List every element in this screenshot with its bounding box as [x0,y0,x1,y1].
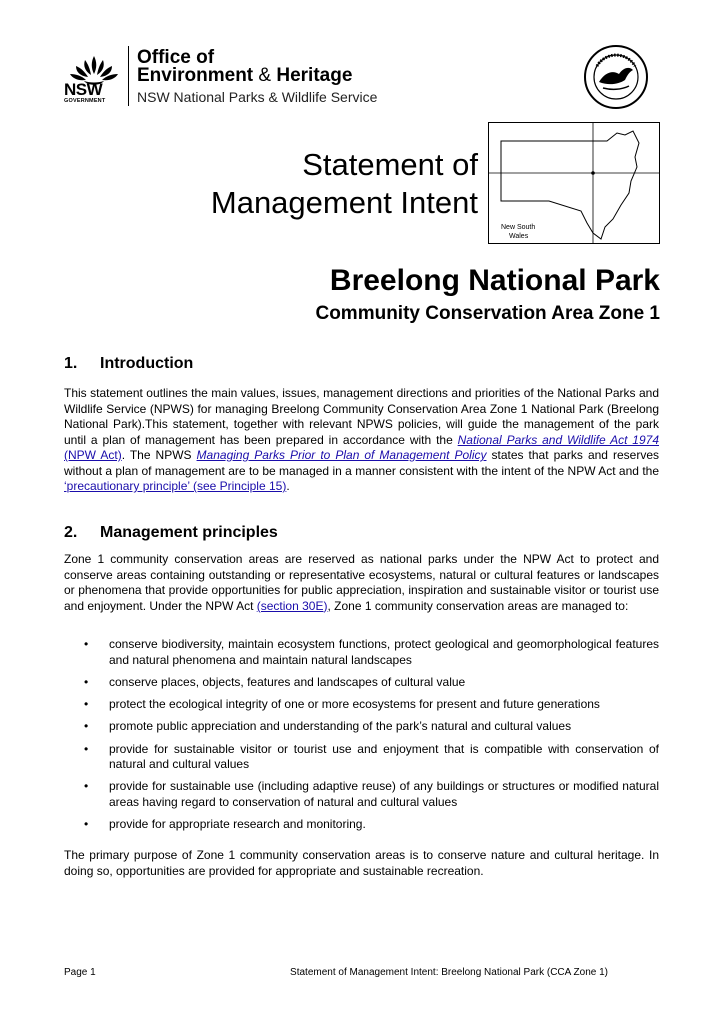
section-number: 2. [64,524,78,541]
section-title: Introduction [100,355,194,372]
location-map [488,122,660,244]
list-item: • conserve biodiversity, maintain ecosystem functions, protect geological and geomorphological features and natural phenomena and maintain natural landscapes [84,637,659,668]
park-subtitle: Community Conservation Area Zone 1 [315,303,660,324]
section-30e-link[interactable]: (section 30E) [256,598,328,613]
park-name: Breelong National Park [329,264,660,297]
org-name-environment: Environment [137,65,254,86]
section-heading-introduction [64,355,193,373]
managing-parks-policy-link[interactable]: Managing Parks Prior to Plan of Management Policy [196,448,487,462]
principles-text-2: , Zone 1 community conservation areas are managed to: [327,598,629,613]
introduction-paragraph [64,386,659,495]
list-item: • provide for appropriate research and monitoring. [84,817,659,833]
management-objectives-list [84,637,659,840]
org-name-line1: Office of [137,47,215,68]
intro-text-1: This statement outlines the main values, issues, management directions and priorities of the National Parks and Wildlife Service (NPWS) for managing Breelong Community Conservation Area Zone 1 National Park (Breelong National Park).This statement, together with relevant NPWS policies, will guide the management of the park until a plan of management has been prepared in accordance with the [64,386,659,447]
intro-text-4: . [286,479,290,493]
section-number: 1. [64,355,78,372]
header-divider [128,46,129,106]
section-title: Management principles [100,524,278,541]
list-item: • provide for sustainable visitor or tourist use and enjoyment that is compatible with conservation of natural and cultural values [84,742,659,773]
npw-act-link[interactable]: National Parks and Wildlife Act 1974 [457,432,659,447]
map-label-line1: New South [501,224,536,231]
list-item: • provide for sustainable use (including adaptive reuse) of any buildings or structures or modified natural areas having regard to conservation of natural and cultural values [84,779,659,810]
org-name-ampersand: & [258,65,272,86]
org-name-line2 [137,66,352,86]
list-item: • protect the ecological integrity of one or more ecosystems for present and future generations [84,697,659,713]
footer-title: Statement of Management Intent: Breelong National Park (CCA Zone 1) [290,967,608,978]
npws-seal-logo [583,44,649,110]
org-name-heritage: Heritage [276,65,353,86]
nsw-map-icon [489,123,659,243]
title-line2: Management Intent [210,185,478,220]
principles-text-1: Zone 1 community conservation areas are reserved as national parks under the NPW Act to protect and conserve areas containing outstanding or representative ecosystems, natural or cultural features or landscapes or phenomena that provide opportunities for public appreciation, inspiration and sustainable visitor or tourist use and enjoyment. Under the NPW Act [64,552,659,613]
nsw-wordmark: NSW [64,80,103,99]
document-type-title [211,146,478,222]
title-line1: Statement of [302,147,478,182]
npw-act-abbrev-link[interactable]: (NPW Act) [64,448,122,462]
principles-paragraph [64,552,659,614]
org-service-name: NSW National Parks & Wildlife Service [137,89,378,105]
list-item: • promote public appreciation and understanding of the park’s natural and cultural values [84,719,659,735]
intro-text-2: . The NPWS [121,448,197,462]
map-label-line2: Wales [509,233,529,240]
intro-text-3: states that parks and reserves without a plan of management are to be managed in a manner consistent with the intent of the NPW Act and the [64,448,659,478]
closing-paragraph: The primary purpose of Zone 1 community conservation areas is to conserve nature and cultural heritage. In doing so, opportunities are provided for appropriate and sustainable recreation. [64,848,659,878]
page-number: Page 1 [64,967,96,978]
nsw-government-label: GOVERNMENT [64,98,106,104]
list-item: • conserve places, objects, features and landscapes of cultural value [84,675,659,691]
section-heading-management-principles [64,524,278,542]
precautionary-principle-link[interactable]: ‘precautionary principle’ (see Principle 15) [64,479,287,493]
